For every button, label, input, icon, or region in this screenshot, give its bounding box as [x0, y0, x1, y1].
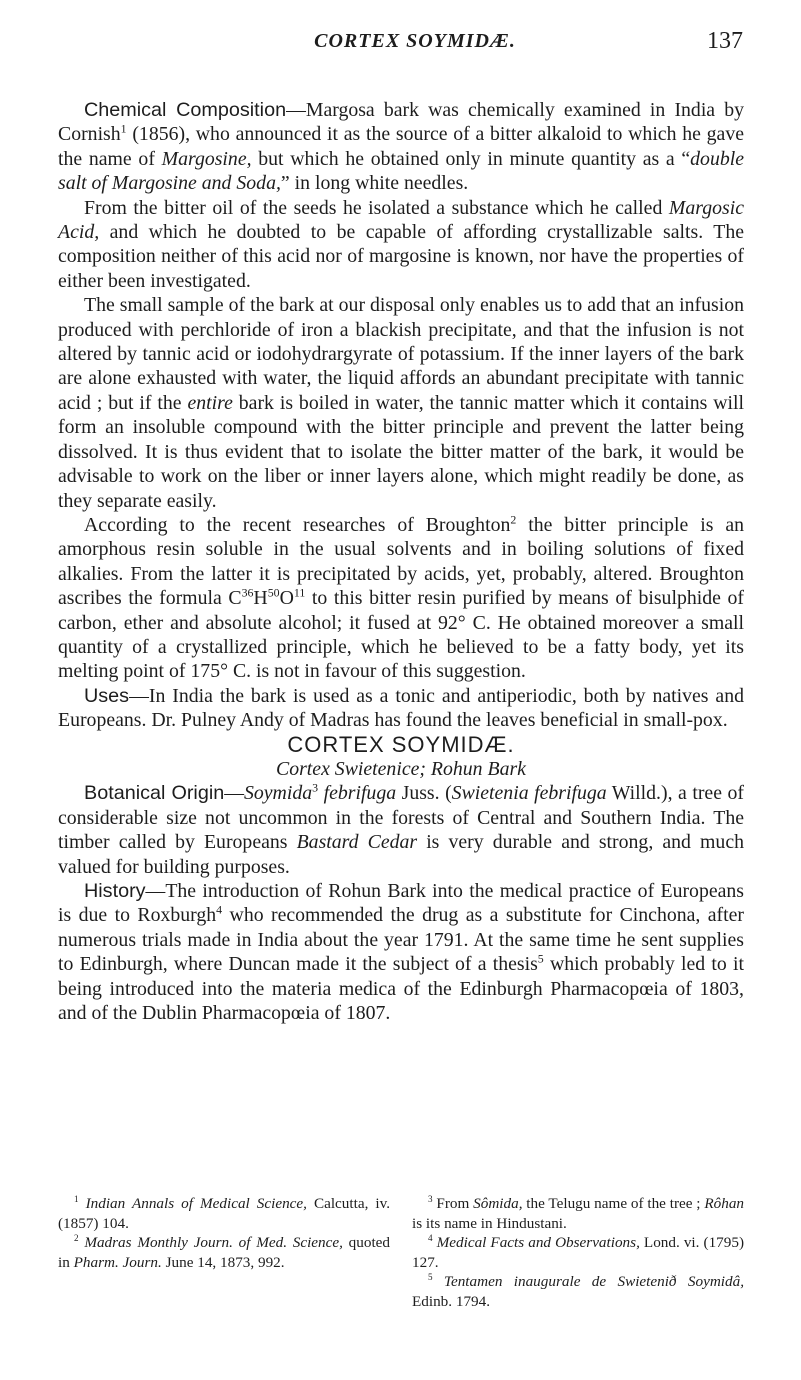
body-text [58, 98, 744, 1025]
text-span: Willd.), a tree of considerable size not uncommon in the forests of Central and Southern India. The timber called by Europeans [58, 782, 744, 854]
text-span: is its name in Hindustani. [412, 1214, 567, 1232]
text-span: Lond. vi. (1795) 127. [412, 1234, 744, 1271]
italic-term: Rôhan [704, 1195, 745, 1212]
footnote-3 [412, 1194, 744, 1233]
text-span: O [279, 587, 294, 610]
text-span: bark is boiled in water, the tannic matter which it contains will form an insoluble compound with the bitter principle and prevent the latter being dissolved. It is thus evident that to isolate the bitter matter of the bark, it would be advisable to work on the liber or inner layers alone, which might readily be done, as they separate easily. [58, 391, 745, 512]
paragraph-uses [58, 684, 744, 733]
text-span: which probably led to it being introduced into the materia medica of the Edinburgh Pharmacopœia of 1803, and of the Dublin Pharmacopœia of 1807. [58, 953, 744, 1025]
text-span: Juss. ( [396, 782, 452, 805]
italic-term: Margosic Acid, [58, 196, 744, 244]
section-label-chemical-composition: Chemical Composition [84, 99, 287, 121]
italic-term: Medical Facts and Observations, [432, 1234, 640, 1251]
formula-subscript: 50 [267, 585, 280, 600]
footnote-1 [58, 1194, 390, 1233]
page-number: 137 [707, 28, 743, 54]
footnote-ref-5: 5 [537, 951, 544, 966]
italic-term: Pharm. Journ. [73, 1253, 162, 1271]
text-span: quoted in [58, 1234, 391, 1271]
footnotes [58, 1194, 744, 1311]
footnote-ref-4: 4 [216, 902, 223, 917]
italic-term: febrifuga [318, 782, 397, 805]
text-span: H [253, 587, 268, 610]
text-span: —In India the bark is used as a tonic and antiperiodic, both by natives and Europeans. Dr. Pulney Andy of Madras has found the leaves beneficial in small-pox. [58, 684, 744, 732]
text-span: ” in long white needles. [280, 172, 469, 195]
footnote-number: 4 [428, 1232, 433, 1243]
text-span: —Margosa bark was chemically examined in India by Cornish [58, 99, 744, 146]
footnote-2 [58, 1233, 390, 1272]
italic-term: Indian Annals of Medical Science, [85, 1195, 307, 1212]
text-span: —The introduction of Rohun Bark into the medical practice of Europeans is due to Roxburgh [58, 880, 744, 927]
footnote-ref-3: 3 [312, 780, 319, 795]
footnote-5 [412, 1272, 744, 1311]
formula-subscript: 36 [241, 585, 254, 600]
italic-term: Tentamen inaugurale de Swietenið Soymidâ, [432, 1273, 744, 1290]
paragraph-chemical-composition [58, 98, 744, 196]
footnote-ref-1: 1 [120, 121, 127, 136]
section-label-uses: Uses [84, 684, 130, 707]
text-span: The small sample of the bark at our disposal only enables us to add that an infusion produced with perchloride of iron a blackish precipitate, and that the infusion is not altered by tannic acid or iodohydrargyrate of potassium. If the inner layers of the bark are alone exhausted with water, the liquid affords an abundant precipitate with tannic acid ; but if the [58, 294, 744, 414]
italic-term: entire [187, 391, 233, 414]
text-span: Edinb. 1794. [412, 1292, 491, 1310]
paragraph-bark-sample [58, 293, 744, 513]
section-label-history: History [84, 880, 146, 902]
text-span: From [432, 1195, 474, 1212]
text-span: and which he doubted to be capable of affording crystallizable salts. The composition neither of this acid nor of margosine is known, nor have the properties of either been investigated. [58, 221, 744, 292]
text-span: June 14, 1873, 992. [161, 1253, 285, 1271]
section-label-botanical-origin: Botanical Origin [84, 782, 225, 805]
text-span: is very durable and strong, and much valued for building purposes. [58, 831, 744, 878]
italic-term: Bastard Cedar [296, 831, 418, 854]
formula-subscript: 11 [293, 585, 306, 600]
text-span: but which he obtained only in minute quantity as a “ [251, 147, 691, 170]
running-title: CORTEX SOYMIDÆ. [314, 30, 516, 52]
footnote-number: 2 [74, 1232, 79, 1243]
footnote-number: 5 [428, 1271, 433, 1282]
footnote-number: 3 [428, 1193, 433, 1204]
text-span: who recommended the drug as a substitute for Cinchona, after numerous trials made in India about the year 1791. At the same time he sent supplies to Edinburgh, where Duncan made it the subject of a thesis [58, 904, 744, 976]
italic-term: Margosine, [161, 147, 252, 170]
italic-term: Soymida [244, 782, 313, 805]
text-span: From the bitter oil of the seeds he isolated a substance which he called [84, 196, 669, 219]
page-header [0, 26, 801, 66]
section-title-cortex-soymidae: CORTEX SOYMIDÆ. [287, 731, 515, 757]
italic-term: Sômida, [473, 1195, 523, 1212]
footnote-ref-2: 2 [510, 512, 517, 527]
italic-term: double salt of Margosine and Soda, [58, 147, 744, 195]
italic-term: Madras Monthly Journ. of Med. Science, [84, 1234, 343, 1251]
text-span: Calcutta, iv. (1857) 104. [58, 1195, 391, 1232]
section-subtitle: Cortex Swietenice; Rohun Bark [276, 757, 526, 780]
text-span: to this bitter resin purified by means of bisulphide of carbon, ether and absolute alcohol; it fused at 92° C. He obtained moreover a small quantity of a crystallized principle, which he believed to be a fatty body, yet its melting point of 175° C. is not in favour of this suggestion. [58, 587, 744, 683]
text-span: — [224, 782, 244, 805]
footnote-column-right [412, 1194, 744, 1311]
paragraph-botanical-origin [58, 781, 744, 879]
text-span: According to the recent researches of Broughton [84, 513, 511, 536]
text-span: the Telugu name of the tree ; [522, 1195, 705, 1212]
text-span: the bitter principle is an amorphous resin soluble in the usual solvents and in boiling solutions of fixed alkalies. From the latter it is precipitated by acids, yet, probably, altered. Broughton ascribes the formula C [58, 513, 744, 610]
paragraph-broughton [58, 513, 744, 684]
italic-term: Swietenia febrifuga [451, 782, 607, 805]
paragraph-margosic-acid [58, 196, 744, 294]
footnote-4 [412, 1233, 744, 1272]
footnote-column-left [58, 1194, 390, 1311]
text-span: (1856), who announced it as the source of a bitter alkaloid to which he gave the name of [58, 123, 744, 170]
paragraph-history [58, 879, 744, 1025]
footnote-number: 1 [74, 1193, 79, 1204]
